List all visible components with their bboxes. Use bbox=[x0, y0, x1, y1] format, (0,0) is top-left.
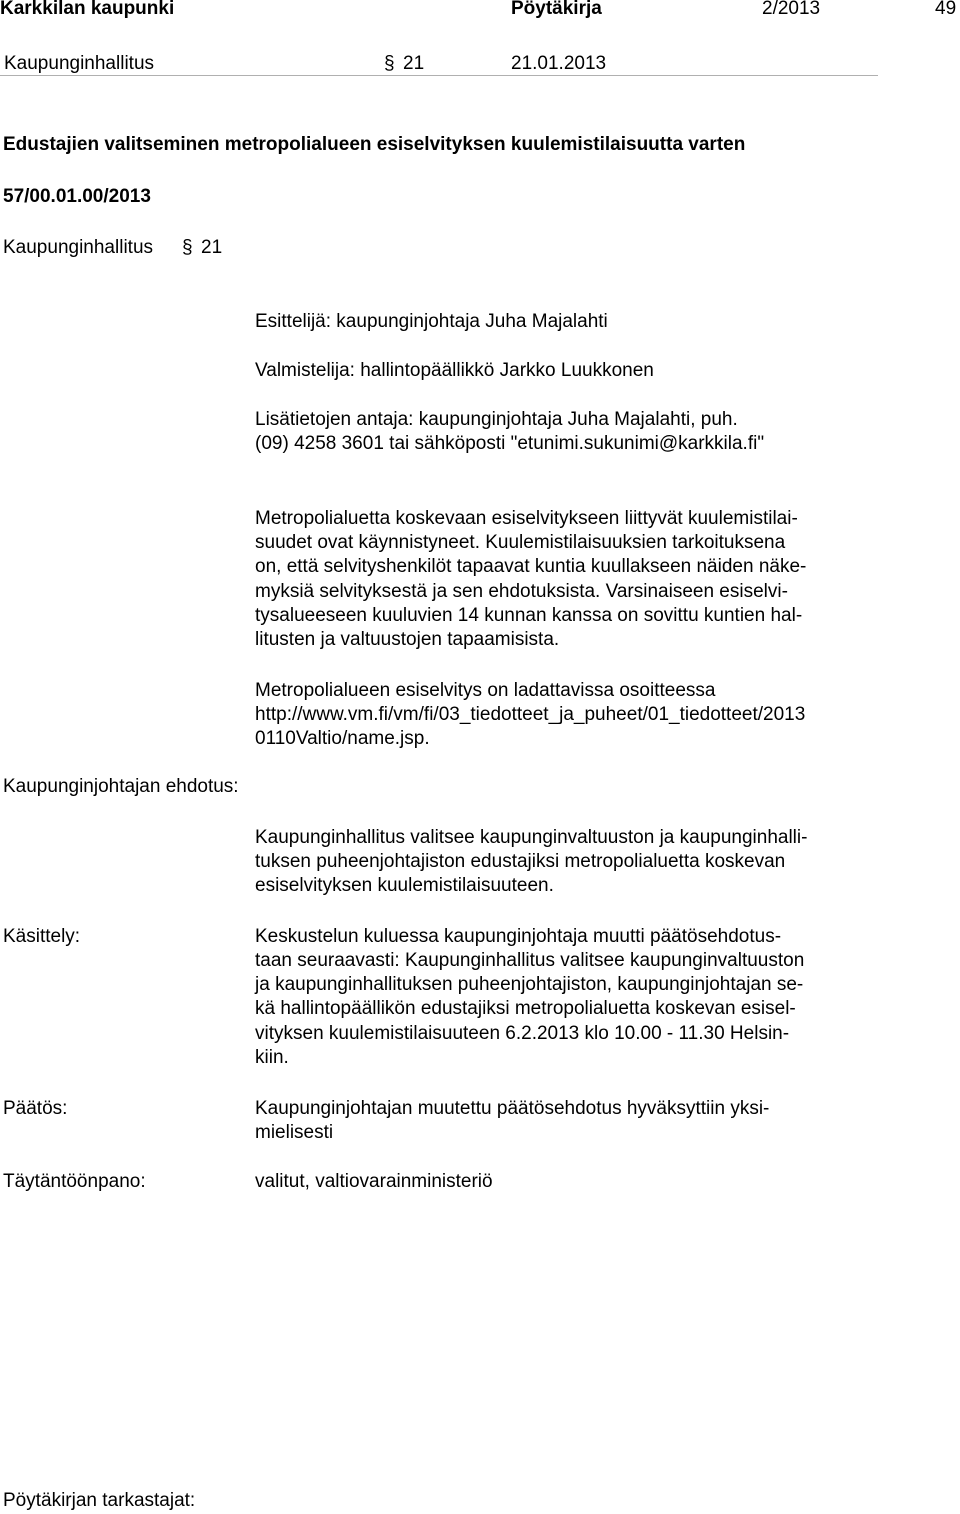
organization-name: Karkkilan kaupunki bbox=[0, 0, 175, 19]
header-body: Kaupunginhallitus bbox=[4, 53, 155, 74]
body-p1-line: Metropolialuetta koskevaan esiselvitykseen liittyvät kuulemistilai- bbox=[255, 508, 798, 529]
issue-number: 2/2013 bbox=[762, 0, 821, 19]
execution-label: Täytäntöönpano: bbox=[3, 1171, 146, 1192]
handling-line: Keskustelun kuluessa kaupunginjohtaja muutti päätösehdotus- bbox=[255, 926, 782, 947]
handling-line: taan seuraavasti: Kaupunginhallitus valitsee kaupunginvaltuuston bbox=[255, 950, 805, 971]
header-divider bbox=[0, 75, 878, 76]
contact-line-2: (09) 4258 3601 tai sähköposti "etunimi.sukunimi@karkkila.fi" bbox=[255, 433, 765, 454]
execution-text: valitut, valtiovarainministeriö bbox=[255, 1171, 493, 1192]
reviewers-label: Pöytäkirjan tarkastajat: bbox=[3, 1490, 196, 1511]
handling-line: vityksen kuulemistilaisuuteen 6.2.2013 klo 10.00 - 11.30 Helsin- bbox=[255, 1023, 790, 1044]
proposal-line: tuksen puheenjohtajiston edustajiksi metropolialuetta koskevan bbox=[255, 851, 786, 872]
handling-line: kä hallintopäällikön edustajiksi metropolialuetta koskevan esisel- bbox=[255, 998, 796, 1019]
header-date: 21.01.2013 bbox=[511, 53, 607, 74]
handling-line: ja kaupunginhallituksen puheenjohtajiston, kaupunginjohtajan se- bbox=[255, 974, 804, 995]
section-sign-icon: § bbox=[182, 237, 193, 258]
report-url-tail: 0110Valtio/name.jsp. bbox=[255, 728, 430, 749]
proposal-line: esiselvityksen kuulemistilaisuuteen. bbox=[255, 875, 554, 896]
body-p1-line: litusten ja valtuustojen tapaamisista. bbox=[255, 629, 560, 650]
report-url: http://www.vm.fi/vm/fi/03_tiedotteet_ja_puheet/01_tiedotteet/2013 bbox=[255, 704, 806, 725]
body-p1-line: tysalueeseen kuuluvien 14 kunnan kanssa on sovittu kuntien hal- bbox=[255, 605, 803, 626]
page-title: Edustajien valitseminen metropolialueen esiselvityksen kuulemistilaisuutta varten bbox=[3, 134, 746, 155]
contact-line-1: Lisätietojen antaja: kaupunginjohtaja Juha Majalahti, puh. bbox=[255, 409, 738, 430]
document-type: Pöytäkirja bbox=[511, 0, 602, 19]
body-p1-line: myksiä selvityksestä ja sen ehdotuksista. Varsinaiseen esiselvi- bbox=[255, 581, 788, 602]
header-section: 21 bbox=[403, 53, 425, 74]
case-number: 57/00.01.00/2013 bbox=[3, 186, 151, 207]
decision-label: Päätös: bbox=[3, 1098, 68, 1119]
case-body: Kaupunginhallitus bbox=[3, 237, 154, 258]
body-p1-line: on, että selvityshenkilöt tapaavat kuntia kuullakseen näiden näke- bbox=[255, 556, 807, 577]
handling-label: Käsittely: bbox=[3, 926, 81, 947]
proposal-label: Kaupunginjohtajan ehdotus: bbox=[3, 776, 239, 797]
decision-line: Kaupunginjohtajan muutettu päätösehdotus hyväksyttiin yksi- bbox=[255, 1098, 770, 1119]
presenter-line: Esittelijä: kaupunginjohtaja Juha Majalahti bbox=[255, 311, 608, 332]
handling-line: kiin. bbox=[255, 1047, 289, 1068]
proposal-line: Kaupunginhallitus valitsee kaupunginvaltuuston ja kaupunginhalli- bbox=[255, 827, 808, 848]
case-section: 21 bbox=[201, 237, 223, 258]
page-number: 49 bbox=[935, 0, 957, 19]
body-p2-line: Metropolialueen esiselvitys on ladattavissa osoitteessa bbox=[255, 680, 716, 701]
section-sign-icon: § bbox=[384, 53, 395, 74]
preparer-line: Valmistelija: hallintopäällikkö Jarkko Luukkonen bbox=[255, 360, 654, 381]
decision-line: mielisesti bbox=[255, 1122, 334, 1143]
body-p1-line: suudet ovat käynnistyneet. Kuulemistilaisuuksien tarkoituksena bbox=[255, 532, 786, 553]
